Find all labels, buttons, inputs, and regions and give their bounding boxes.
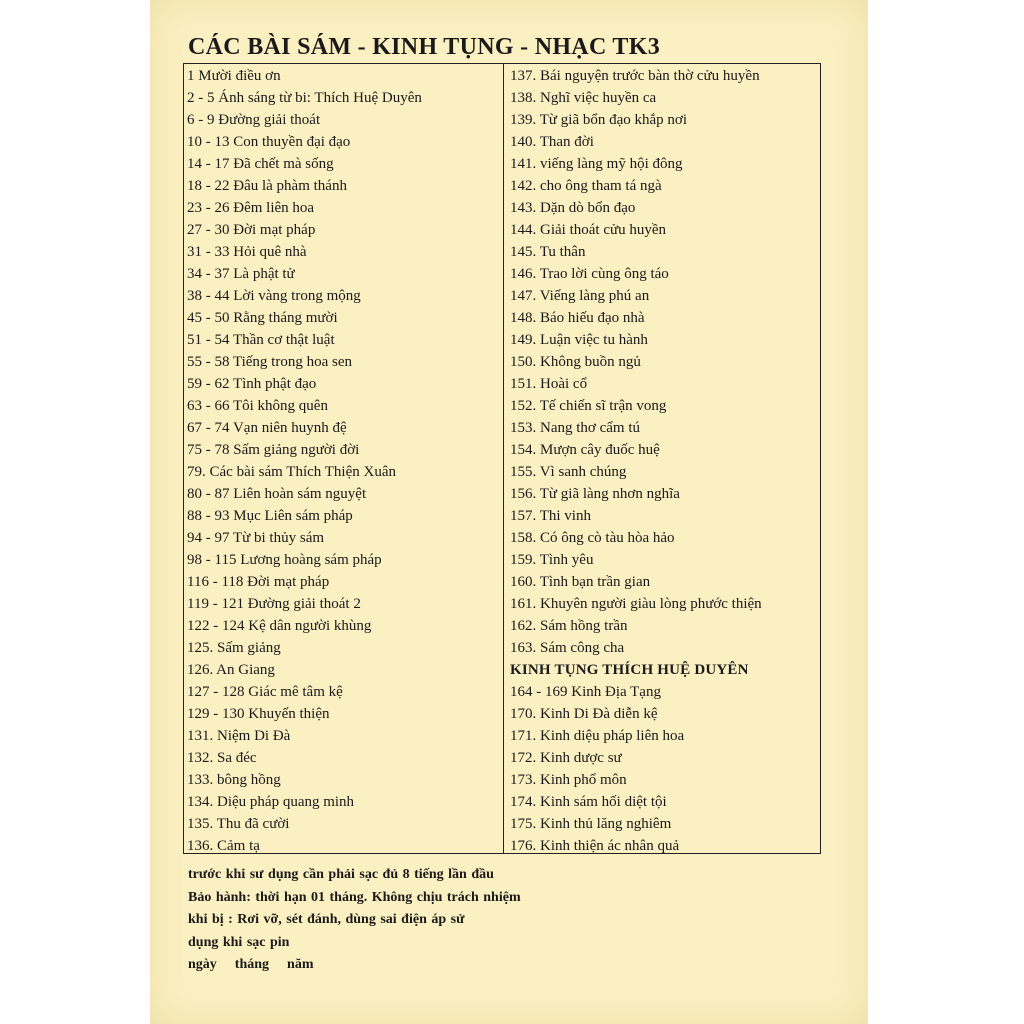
page-title: CÁC BÀI SÁM - KINH TỤNG - NHẠC TK3 — [188, 34, 661, 60]
track-item: 129 - 130 Khuyến thiện — [187, 706, 330, 722]
track-item: 133. bông hồng — [187, 772, 281, 788]
track-item: 171. Kinh diệu pháp liên hoa — [510, 728, 685, 744]
track-item: 135. Thu đã cười — [187, 816, 290, 832]
track-item: 34 - 37 Là phật tử — [187, 266, 295, 282]
track-item: 137. Bái nguyện trước bàn thờ cửu huyền — [510, 68, 760, 84]
track-item: 162. Sám hồng trần — [510, 618, 628, 634]
track-item: 14 - 17 Đã chết mà sống — [187, 156, 334, 172]
track-item: 154. Mượn cây đuốc huệ — [510, 442, 660, 458]
date-field-label: năm — [287, 957, 314, 972]
date-line — [188, 954, 521, 977]
note-line: Bảo hành: thời hạn 01 tháng. Không chịu trách nhiệm — [188, 889, 521, 905]
track-item: 143. Dặn dò bổn đạo — [510, 200, 636, 216]
track-item: 146. Trao lời cùng ông táo — [510, 266, 669, 282]
track-item: 145. Tu thân — [510, 244, 586, 260]
track-item: 1 Mười điều ơn — [187, 68, 281, 84]
track-item: 173. Kinh phổ môn — [510, 772, 627, 788]
track-item: 125. Sấm giảng — [187, 640, 281, 656]
track-item: 151. Hoài cổ — [510, 376, 588, 392]
track-item: 2 - 5 Ánh sáng từ bi: Thích Huệ Duyên — [187, 90, 422, 106]
track-item: 139. Từ giã bổn đạo khắp nơi — [510, 112, 688, 128]
track-item: 158. Có ông cò tàu hòa hảo — [510, 530, 675, 546]
track-item: 159. Tình yêu — [510, 552, 594, 568]
track-item: 142. cho ông tham tá ngà — [510, 178, 662, 194]
track-item: 160. Tình bạn trần gian — [510, 574, 651, 590]
date-field-label: tháng — [234, 957, 270, 972]
track-item: 63 - 66 Tôi không quên — [187, 398, 328, 414]
track-item: 155. Vì sanh chúng — [510, 464, 627, 480]
track-item: 116 - 118 Đời mạt pháp — [187, 574, 330, 590]
track-item: 138. Nghĩ việc huyền ca — [510, 90, 657, 106]
track-item: 131. Niệm Di Đà — [187, 728, 291, 744]
track-item: 75 - 78 Sấm giảng người đời — [187, 442, 360, 458]
track-item: 153. Nang thơ cẩm tú — [510, 420, 640, 436]
track-item: 51 - 54 Thần cơ thật luật — [187, 332, 335, 348]
track-item: 149. Luận việc tu hành — [510, 332, 648, 348]
track-item: 157. Thi vinh — [510, 508, 591, 524]
track-item: 161. Khuyên người giàu lòng phước thiện — [510, 596, 762, 612]
track-item: 134. Diệu pháp quang minh — [187, 794, 355, 810]
track-item: 79. Các bài sám Thích Thiện Xuân — [187, 464, 396, 480]
track-item: 174. Kinh sám hối diệt tội — [510, 794, 667, 810]
note-line: khi bị : Rơi vỡ, sét đánh, dùng sai điện áp sử — [188, 912, 465, 927]
track-item: 122 - 124 Kệ dân người khùng — [187, 618, 372, 634]
track-item: 163. Sám công cha — [510, 640, 625, 656]
track-item: 38 - 44 Lời vàng trong mộng — [187, 288, 361, 304]
track-item: 140. Than đời — [510, 134, 594, 150]
track-item: 94 - 97 Từ bi thủy sám — [187, 530, 325, 546]
track-item: 45 - 50 Rằng tháng mười — [187, 310, 338, 326]
track-item: 119 - 121 Đường giải thoát 2 — [187, 596, 361, 612]
track-item: 31 - 33 Hỏi quê nhà — [187, 244, 307, 260]
track-item: 148. Báo hiếu đạo nhà — [510, 310, 645, 326]
track-item: 88 - 93 Mục Liên sám pháp — [187, 508, 353, 524]
date-field-label: ngày — [188, 957, 217, 972]
track-item: 127 - 128 Giác mê tâm kệ — [187, 684, 343, 700]
track-item: 136. Cảm tạ — [187, 838, 260, 854]
track-item: 147. Viếng làng phú an — [510, 288, 650, 304]
left-column — [187, 65, 501, 857]
track-item: 27 - 30 Đời mạt pháp — [187, 222, 316, 238]
track-item: 67 - 74 Vạn niên huynh đệ — [187, 420, 347, 436]
note-line: trước khi sư dụng cần phải sạc đủ 8 tiếng lần đầu — [188, 867, 494, 882]
right-column — [510, 65, 820, 857]
track-item: 80 - 87 Liên hoàn sám nguyệt — [187, 486, 367, 502]
column-divider — [503, 64, 504, 853]
track-item: 176. Kinh thiện ác nhân quả — [510, 838, 680, 854]
track-item: 170. Kinh Di Đà diễn kệ — [510, 706, 658, 722]
track-item: 23 - 26 Đêm liên hoa — [187, 200, 315, 216]
track-item: 98 - 115 Lương hoàng sám pháp — [187, 552, 382, 568]
track-item: 59 - 62 Tình phật đạo — [187, 376, 317, 392]
warranty-notes — [188, 864, 521, 977]
track-item: 132. Sa đéc — [187, 750, 257, 766]
section-heading: KINH TỤNG THÍCH HUỆ DUYÊN — [510, 662, 749, 678]
track-item: 175. Kinh thủ lăng nghiêm — [510, 816, 672, 832]
track-list-table — [183, 63, 821, 854]
track-item: 172. Kinh dược sư — [510, 750, 622, 766]
track-item: 126. An Giang — [187, 662, 275, 678]
track-item: 10 - 13 Con thuyền đại đạo — [187, 134, 351, 150]
track-item: 164 - 169 Kinh Địa Tạng — [510, 684, 661, 700]
track-item: 141. viếng làng mỹ hội đông — [510, 156, 683, 172]
track-item: 6 - 9 Đường giải thoát — [187, 112, 321, 128]
track-item: 18 - 22 Đâu là phàm thánh — [187, 178, 347, 194]
track-item: 144. Giải thoát cửu huyền — [510, 222, 667, 238]
track-item: 150. Không buồn ngủ — [510, 354, 641, 370]
track-item: 55 - 58 Tiếng trong hoa sen — [187, 354, 352, 370]
note-line: dụng khi sạc pin — [188, 934, 290, 950]
track-item: 152. Tế chiến sĩ trận vong — [510, 398, 667, 414]
track-item: 156. Từ giã làng nhơn nghĩa — [510, 486, 680, 502]
